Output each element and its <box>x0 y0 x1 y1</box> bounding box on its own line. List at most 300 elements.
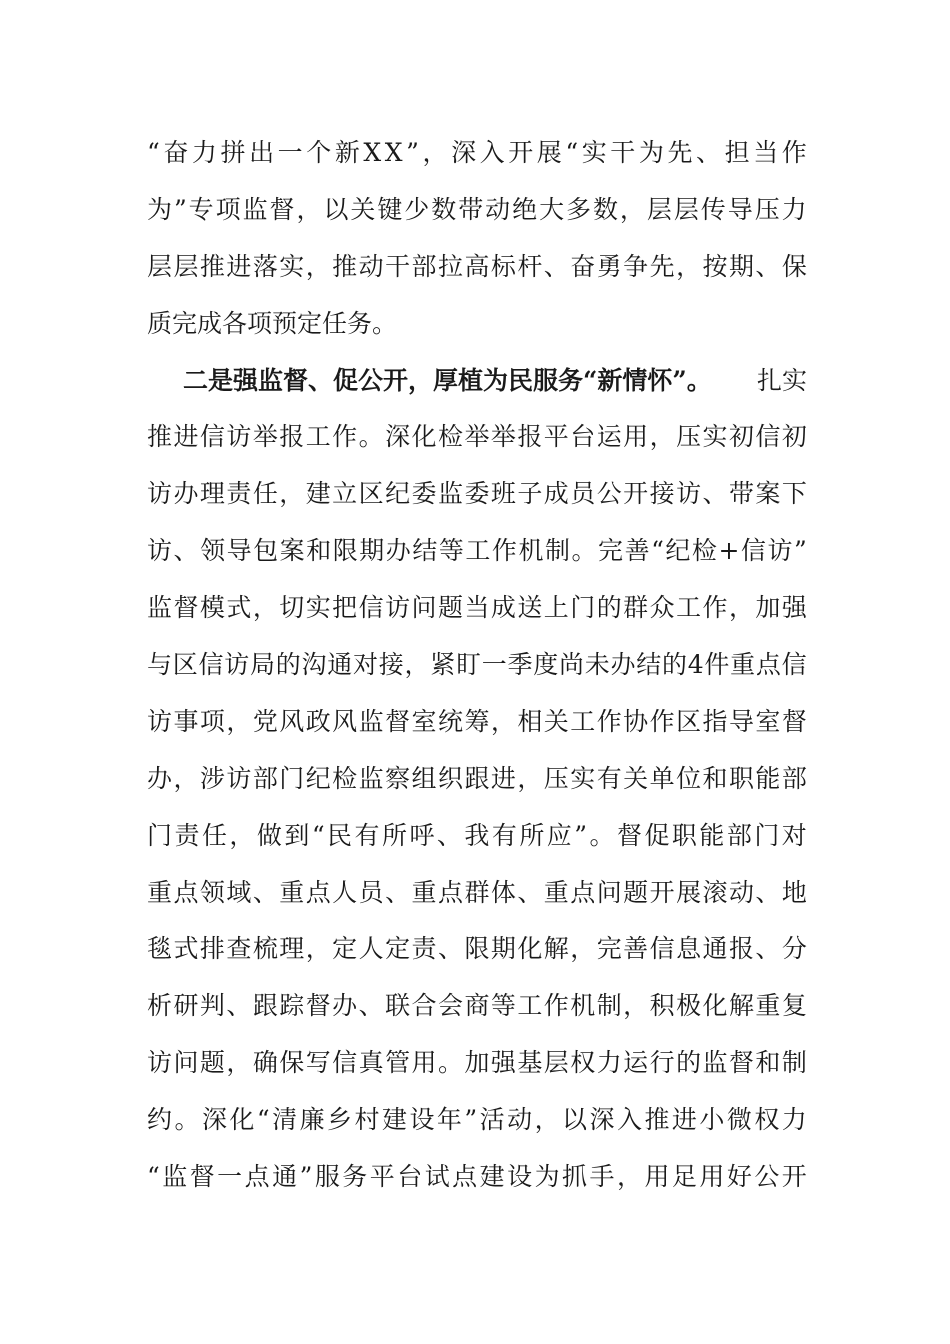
text-glyph: 廉 <box>299 1105 325 1135</box>
text-glyph: ， <box>676 251 702 281</box>
text-glyph: 工 <box>676 593 702 623</box>
section-heading: 二是强监督、促公开，厚植为民服务“新情怀”。 <box>183 365 712 395</box>
text-glyph: ， <box>226 706 252 736</box>
text-glyph: 委 <box>411 479 437 509</box>
text-glyph: 推 <box>147 422 173 452</box>
text-glyph: 重 <box>730 650 756 680</box>
text-glyph: 监 <box>358 763 384 793</box>
text-glyph: 人 <box>332 877 358 907</box>
text-glyph: 杆 <box>517 251 543 281</box>
text-glyph: 用 <box>411 1048 437 1078</box>
text-glyph: 力 <box>191 138 217 167</box>
text-glyph: 督 <box>305 991 331 1021</box>
text-glyph: 解 <box>728 991 754 1021</box>
text-glyph: 监 <box>437 479 463 509</box>
text-glyph: 部 <box>411 251 437 281</box>
text-glyph: 班 <box>490 479 516 509</box>
text-glyph: 民 <box>327 820 353 850</box>
text-glyph: 开 <box>623 479 649 509</box>
text-glyph: 为 <box>534 1162 560 1192</box>
text-glyph: 化 <box>517 934 543 964</box>
text-glyph: 成 <box>490 593 516 623</box>
text-glyph: 息 <box>676 934 702 964</box>
text-glyph: 压 <box>676 422 702 452</box>
text-glyph: 建 <box>381 1105 407 1135</box>
text-glyph: ， <box>616 1162 642 1192</box>
text-line: 质完成各项预定任务。 <box>147 308 398 338</box>
text-glyph: 标 <box>490 251 516 281</box>
text-glyph: 能 <box>699 820 725 850</box>
text-glyph: 一 <box>217 1162 243 1192</box>
text-glyph: 领 <box>200 536 226 566</box>
text-line <box>147 182 807 239</box>
text-glyph: ， <box>728 593 754 623</box>
text-glyph: 入 <box>616 1105 642 1135</box>
text-glyph: 进 <box>490 763 516 793</box>
text-glyph: 、 <box>755 251 781 281</box>
section-first-line <box>147 353 807 410</box>
text-glyph: 研 <box>173 991 199 1021</box>
text-glyph: 工 <box>305 422 331 452</box>
text-glyph: 项 <box>199 706 225 736</box>
text-glyph: 推 <box>332 251 358 281</box>
text-glyph: 信 <box>358 593 384 623</box>
text-glyph: 点 <box>244 1162 270 1192</box>
text-glyph: 等 <box>438 536 464 566</box>
text-glyph: 关 <box>543 706 569 736</box>
text-glyph: 商 <box>464 991 490 1021</box>
text-glyph: 数 <box>592 194 618 224</box>
text-glyph: 作 <box>781 138 807 167</box>
text-glyph: 、 <box>385 877 411 907</box>
text-glyph: 压 <box>754 194 780 224</box>
text-glyph: 风 <box>332 706 358 736</box>
text-glyph: 信 <box>755 422 781 452</box>
text-glyph: 监 <box>358 706 384 736</box>
text-glyph: 和 <box>755 1048 781 1078</box>
text-glyph: ， <box>305 251 331 281</box>
text-glyph: 域 <box>226 877 252 907</box>
text-glyph: 事 <box>173 706 199 736</box>
text-glyph: 台 <box>397 1162 423 1192</box>
text-glyph: 报 <box>728 934 754 964</box>
text-glyph: ” <box>406 138 419 167</box>
text-glyph: ， <box>305 934 331 964</box>
text-glyph: 机 <box>518 536 544 566</box>
text-glyph: 、 <box>226 991 252 1021</box>
text-line <box>147 978 807 1035</box>
text-glyph: 尚 <box>559 650 585 680</box>
text-glyph: 工 <box>517 991 543 1021</box>
text-glyph: 展 <box>676 877 702 907</box>
text-glyph: 。 <box>437 1048 463 1078</box>
text-glyph: 作 <box>649 706 675 736</box>
text-glyph: ， <box>173 763 199 793</box>
text-glyph: 纪 <box>385 479 411 509</box>
text-glyph: 力 <box>596 1048 622 1078</box>
text-glyph: 单 <box>649 763 675 793</box>
text-glyph: 争 <box>623 251 649 281</box>
text-glyph: ” <box>299 1162 313 1192</box>
text-glyph: 信 <box>332 1048 358 1078</box>
text-glyph: 期 <box>728 251 754 281</box>
text-glyph: 地 <box>781 877 807 907</box>
text-glyph: 纪 <box>665 536 691 566</box>
text-glyph: 能 <box>755 763 781 793</box>
text-glyph: 题 <box>623 877 649 907</box>
text-glyph: 层 <box>646 194 672 224</box>
text-glyph: 深 <box>201 1105 227 1135</box>
text-glyph: 促 <box>644 820 670 850</box>
text-glyph: 人 <box>358 934 384 964</box>
text-glyph: 平 <box>369 1162 395 1192</box>
text-glyph: 件 <box>704 650 730 680</box>
text-glyph: 一 <box>481 650 507 680</box>
text-glyph: 切 <box>279 593 305 623</box>
text-glyph: “ <box>147 138 160 167</box>
text-glyph: 为 <box>638 138 664 167</box>
text-glyph: 、 <box>696 138 722 167</box>
text-glyph: 信 <box>740 536 766 566</box>
text-glyph: ” <box>574 820 588 850</box>
text-glyph: “ <box>256 1105 270 1135</box>
text-glyph: 权 <box>754 1105 780 1135</box>
text-glyph: 监 <box>147 593 173 623</box>
text-glyph: 动 <box>728 877 754 907</box>
text-glyph: 包 <box>253 536 279 566</box>
text-glyph: 局 <box>250 650 276 680</box>
text-glyph: 乡 <box>327 1105 353 1135</box>
text-glyph: 群 <box>464 877 490 907</box>
text-glyph: 我 <box>464 820 490 850</box>
text-glyph: 涉 <box>199 763 225 793</box>
text-glyph: 上 <box>543 593 569 623</box>
text-glyph: 专 <box>188 194 214 224</box>
text-glyph: 信 <box>199 422 225 452</box>
text-glyph: “ <box>651 536 664 566</box>
text-glyph: ， <box>229 820 255 850</box>
text-glyph: 开 <box>781 1162 807 1192</box>
text-glyph: 层 <box>673 194 699 224</box>
text-glyph: 平 <box>543 422 569 452</box>
text-glyph: + <box>718 536 740 566</box>
text-glyph: 与 <box>147 650 173 680</box>
text-glyph: 、 <box>755 877 781 907</box>
text-glyph: 年 <box>436 1105 462 1135</box>
text-glyph: 深 <box>451 138 477 167</box>
text-glyph: 动 <box>358 251 384 281</box>
text-glyph: 勇 <box>596 251 622 281</box>
text-glyph: 。 <box>589 820 615 850</box>
text-glyph: 督 <box>781 706 807 736</box>
text-glyph: 结 <box>636 650 662 680</box>
text-glyph: 基 <box>517 1048 543 1078</box>
text-glyph: 访 <box>676 479 702 509</box>
text-glyph: 深 <box>589 1105 615 1135</box>
text-glyph: 盯 <box>456 650 482 680</box>
text-glyph: 个 <box>306 138 332 167</box>
text-line <box>147 1149 807 1206</box>
text-glyph: 管 <box>385 1048 411 1078</box>
text-glyph: 通 <box>272 1162 298 1192</box>
text-glyph: ， <box>279 479 305 509</box>
text-glyph: 举 <box>490 422 516 452</box>
text-glyph: 职 <box>728 763 754 793</box>
text-glyph: 强 <box>781 593 807 623</box>
text-glyph: 和 <box>702 763 728 793</box>
text-glyph: 强 <box>490 1048 516 1078</box>
text-glyph: 以 <box>323 194 349 224</box>
text-glyph: 门 <box>754 820 780 850</box>
text-glyph: 压 <box>543 763 569 793</box>
text-glyph: 。 <box>571 536 597 566</box>
text-glyph: 举 <box>252 422 278 452</box>
text-glyph: 动 <box>485 194 511 224</box>
text-glyph: 好 <box>726 1162 752 1192</box>
text-glyph: ， <box>623 991 649 1021</box>
text-glyph: 重 <box>543 877 569 907</box>
text-glyph: 式 <box>173 934 199 964</box>
text-glyph: 小 <box>699 1105 725 1135</box>
text-glyph: 奋 <box>163 138 189 167</box>
text-glyph: 键 <box>377 194 403 224</box>
text-glyph: 部 <box>252 763 278 793</box>
text-line <box>147 580 807 637</box>
text-glyph: 关 <box>623 763 649 793</box>
text-glyph: 清 <box>272 1105 298 1135</box>
text-glyph: 重 <box>147 877 173 907</box>
text-glyph: 试 <box>424 1162 450 1192</box>
text-glyph: 滚 <box>702 877 728 907</box>
text-glyph: 点 <box>305 877 331 907</box>
text-glyph: 写 <box>305 1048 331 1078</box>
text-glyph: 办 <box>332 991 358 1021</box>
text-glyph: ， <box>649 422 675 452</box>
text-glyph: 当 <box>464 593 490 623</box>
text-glyph: ， <box>517 763 543 793</box>
text-glyph: 、 <box>755 934 781 964</box>
text-glyph: 数 <box>431 194 457 224</box>
text-glyph: 访 <box>385 593 411 623</box>
text-glyph: 村 <box>354 1105 380 1135</box>
text-glyph: ” <box>464 1105 478 1135</box>
text-glyph: 对 <box>353 650 379 680</box>
text-glyph: 统 <box>437 706 463 736</box>
text-line <box>147 921 807 978</box>
text-glyph: 力 <box>781 194 807 224</box>
text-glyph: ” <box>173 194 187 224</box>
text-glyph: 筹 <box>464 706 490 736</box>
text-glyph: 关 <box>350 194 376 224</box>
text-glyph: 传 <box>700 194 726 224</box>
text-line <box>147 808 807 865</box>
text-glyph: 定 <box>332 934 358 964</box>
text-glyph: 工 <box>570 706 596 736</box>
text-glyph: 部 <box>726 820 752 850</box>
text-glyph: 完 <box>596 934 622 964</box>
text-glyph: 、 <box>436 820 462 850</box>
text-glyph: 所 <box>519 820 545 850</box>
text-glyph: 做 <box>256 820 282 850</box>
text-glyph: 确 <box>252 1048 278 1078</box>
text-glyph: 室 <box>755 706 781 736</box>
text-glyph: 完 <box>598 536 624 566</box>
text-glyph: 任 <box>252 479 278 509</box>
text-glyph: 。 <box>174 1105 200 1135</box>
text-glyph: 开 <box>508 138 534 167</box>
text-glyph: 点 <box>452 1162 478 1192</box>
text-glyph: 沟 <box>301 650 327 680</box>
text-glyph: 督 <box>728 1048 754 1078</box>
text-glyph: 微 <box>726 1105 752 1135</box>
text-glyph: 题 <box>199 1048 225 1078</box>
text-glyph: 用 <box>699 1162 725 1192</box>
text-line <box>147 865 807 922</box>
text-glyph: 担 <box>724 138 750 167</box>
text-glyph: 进 <box>671 1105 697 1135</box>
text-glyph: 展 <box>536 138 562 167</box>
text-glyph: 检 <box>332 763 358 793</box>
text-glyph: 应 <box>546 820 572 850</box>
text-glyph: 新 <box>334 138 360 167</box>
text-glyph: 入 <box>479 138 505 167</box>
text-glyph: 初 <box>781 422 807 452</box>
text-glyph: 监 <box>162 1162 188 1192</box>
text-glyph: 众 <box>649 593 675 623</box>
text-glyph: 。 <box>358 422 384 452</box>
text-glyph: “ <box>311 820 325 850</box>
text-glyph: 初 <box>728 422 754 452</box>
text-glyph: 行 <box>649 1048 675 1078</box>
text-line <box>147 239 807 296</box>
text-glyph: 督 <box>385 706 411 736</box>
text-glyph: 先 <box>667 138 693 167</box>
text-glyph: 领 <box>199 877 225 907</box>
text-glyph: 员 <box>570 479 596 509</box>
text-glyph: ” <box>793 536 807 566</box>
text-glyph: 有 <box>596 763 622 793</box>
text-glyph: 督 <box>269 194 295 224</box>
text-line <box>147 1035 807 1092</box>
text-glyph: 门 <box>147 820 173 850</box>
text-glyph: ， <box>252 593 278 623</box>
text-glyph: 推 <box>644 1105 670 1135</box>
text-glyph: 、 <box>252 877 278 907</box>
text-glyph: 导 <box>727 194 753 224</box>
text-glyph: 有 <box>491 820 517 850</box>
text-glyph: 先 <box>649 251 675 281</box>
text-glyph: ， <box>570 934 596 964</box>
text-glyph: 奋 <box>570 251 596 281</box>
text-glyph: 工 <box>465 536 491 566</box>
text-glyph: 期 <box>490 934 516 964</box>
text-glyph: 真 <box>358 1048 384 1078</box>
text-glyph: 责 <box>174 820 200 850</box>
text-glyph: 委 <box>464 479 490 509</box>
text-glyph: 、 <box>358 991 384 1021</box>
text-glyph: 层 <box>147 251 173 281</box>
text-glyph: 访 <box>147 536 173 566</box>
text-glyph: 干 <box>385 251 411 281</box>
text-glyph: 联 <box>385 991 411 1021</box>
text-glyph: 和 <box>306 536 332 566</box>
text-glyph: 带 <box>728 479 754 509</box>
text-glyph: 动 <box>507 1105 533 1135</box>
text-glyph: 室 <box>411 706 437 736</box>
text-glyph: 办 <box>385 536 411 566</box>
text-glyph: 员 <box>358 877 384 907</box>
text-glyph: 绝 <box>512 194 538 224</box>
text-glyph: 实 <box>279 251 305 281</box>
text-glyph: 通 <box>702 934 728 964</box>
text-glyph: 限 <box>464 934 490 964</box>
text-glyph: 接 <box>649 479 675 509</box>
text-glyph: 报 <box>517 422 543 452</box>
text-glyph: 导 <box>728 706 754 736</box>
text-glyph: 检 <box>437 422 463 452</box>
text-glyph: 梳 <box>252 934 278 964</box>
text-glyph: 题 <box>437 593 463 623</box>
text-glyph: 定 <box>385 934 411 964</box>
text-glyph: 、 <box>437 934 463 964</box>
text-glyph: 立 <box>332 479 358 509</box>
text-glyph: 限 <box>332 536 358 566</box>
text-glyph: 制 <box>544 536 570 566</box>
text-glyph: 建 <box>479 1162 505 1192</box>
text-glyph: 紧 <box>430 650 456 680</box>
text-glyph: 责 <box>411 934 437 964</box>
text-glyph: 举 <box>464 422 490 452</box>
text-glyph: 点 <box>570 877 596 907</box>
text-glyph: 会 <box>437 991 463 1021</box>
text-glyph: 项 <box>215 194 241 224</box>
text-glyph: 服 <box>314 1162 340 1192</box>
text-glyph: 重 <box>755 991 781 1021</box>
text-glyph: X <box>384 138 403 167</box>
text-glyph: 呼 <box>409 820 435 850</box>
text-glyph: “ <box>565 138 579 167</box>
text-glyph: 子 <box>517 479 543 509</box>
text-glyph: 访 <box>147 706 173 736</box>
text-glyph: 落 <box>252 251 278 281</box>
text-glyph: 推 <box>199 251 225 281</box>
text-glyph: 层 <box>543 1048 569 1078</box>
text-glyph: 访 <box>226 422 252 452</box>
text-glyph: 党 <box>252 706 278 736</box>
text-line <box>147 637 807 694</box>
text-glyph: 职 <box>671 820 697 850</box>
text-glyph: 判 <box>199 991 225 1021</box>
text-glyph: 大 <box>539 194 565 224</box>
text-glyph: 拉 <box>437 251 463 281</box>
text-glyph: 检 <box>691 536 717 566</box>
text-glyph: 访 <box>767 536 793 566</box>
text-glyph: 复 <box>781 991 807 1021</box>
text-glyph: 信 <box>781 650 807 680</box>
text-glyph: 责 <box>226 479 252 509</box>
text-glyph: 解 <box>543 934 569 964</box>
text-glyph: 的 <box>662 650 688 680</box>
text-glyph: 点 <box>173 877 199 907</box>
text-glyph: 度 <box>533 650 559 680</box>
text-glyph: 运 <box>596 422 622 452</box>
text-glyph: 到 <box>284 820 310 850</box>
text-glyph: 一 <box>277 138 303 167</box>
text-glyph: 作 <box>491 536 517 566</box>
text-glyph: 报 <box>279 422 305 452</box>
text-glyph: 对 <box>781 820 807 850</box>
text-glyph: 公 <box>596 479 622 509</box>
